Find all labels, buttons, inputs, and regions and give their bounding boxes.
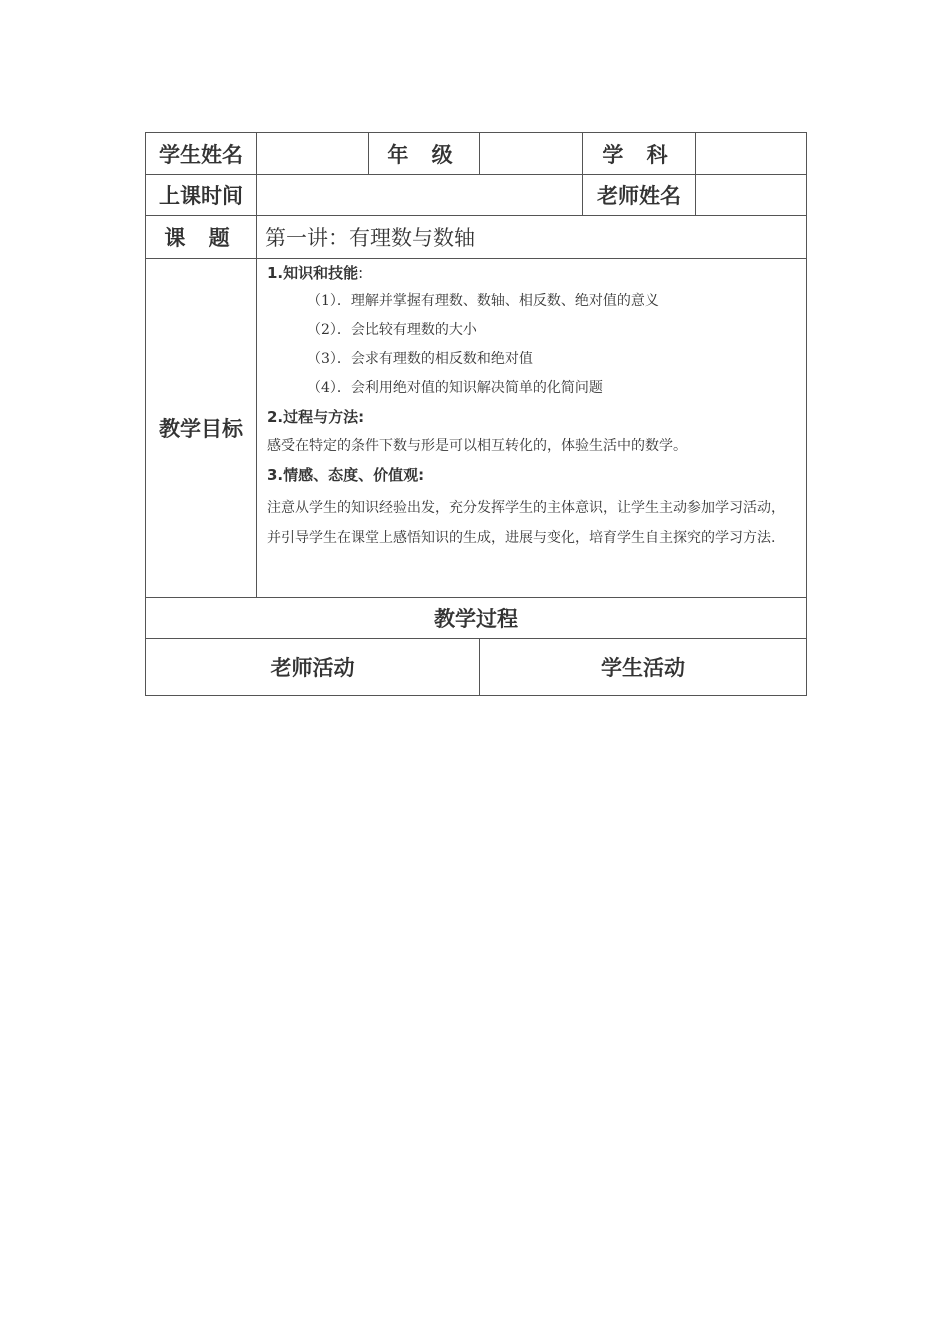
row-activities xyxy=(146,639,807,696)
emotion-text: 注意从学生的知识经验出发，充分发挥学生的主体意识，让学生主动参加学习活动，并引导学生在课堂上感悟知识的生成，进展与变化，培育学生自主探究的学习方法. xyxy=(267,500,785,546)
teacher-name-value[interactable] xyxy=(696,175,807,216)
knowledge-item: （4）．会利用绝对值的知识解决简单的化简问题 xyxy=(307,380,603,396)
grade-label: 年 级 xyxy=(369,133,480,175)
knowledge-item: （2）．会比较有理数的大小 xyxy=(307,322,477,338)
topic-value: 第一讲：有理数与数轴 xyxy=(257,216,807,259)
student-name-value[interactable] xyxy=(257,133,369,175)
knowledge-title xyxy=(267,263,796,283)
topic-label: 课 题 xyxy=(146,216,257,259)
row-process-title xyxy=(146,598,807,639)
class-time-value[interactable] xyxy=(257,175,583,216)
knowledge-item: （1）．理解并掌握有理数、数轴、相反数、绝对值的意义 xyxy=(307,293,659,309)
knowledge-title-colon: : xyxy=(358,264,364,282)
row-student-info xyxy=(146,133,807,175)
grade-value[interactable] xyxy=(480,133,583,175)
emotion-title: 3.情感、态度、价值观: xyxy=(267,466,425,484)
objectives-label: 教学目标 xyxy=(146,259,257,598)
lesson-plan-table xyxy=(145,132,807,696)
knowledge-item: （3）．会求有理数的相反数和绝对值 xyxy=(307,351,533,367)
student-name-label: 学生姓名 xyxy=(146,133,257,175)
objectives-content xyxy=(257,259,807,598)
teacher-activity-header: 老师活动 xyxy=(146,639,480,696)
row-topic xyxy=(146,216,807,259)
row-class-time xyxy=(146,175,807,216)
process-method-title: 2.过程与方法: xyxy=(267,408,365,426)
student-activity-header: 学生活动 xyxy=(480,639,807,696)
row-objectives xyxy=(146,259,807,598)
subject-label: 学 科 xyxy=(583,133,696,175)
process-method-text: 感受在特定的条件下数与形是可以相互转化的，体验生活中的数学。 xyxy=(267,438,687,454)
knowledge-title-text: 1.知识和技能 xyxy=(267,264,359,282)
class-time-label: 上课时间 xyxy=(146,175,257,216)
teacher-name-label: 老师姓名 xyxy=(583,175,696,216)
process-title: 教学过程 xyxy=(146,598,807,639)
subject-value[interactable] xyxy=(696,133,807,175)
